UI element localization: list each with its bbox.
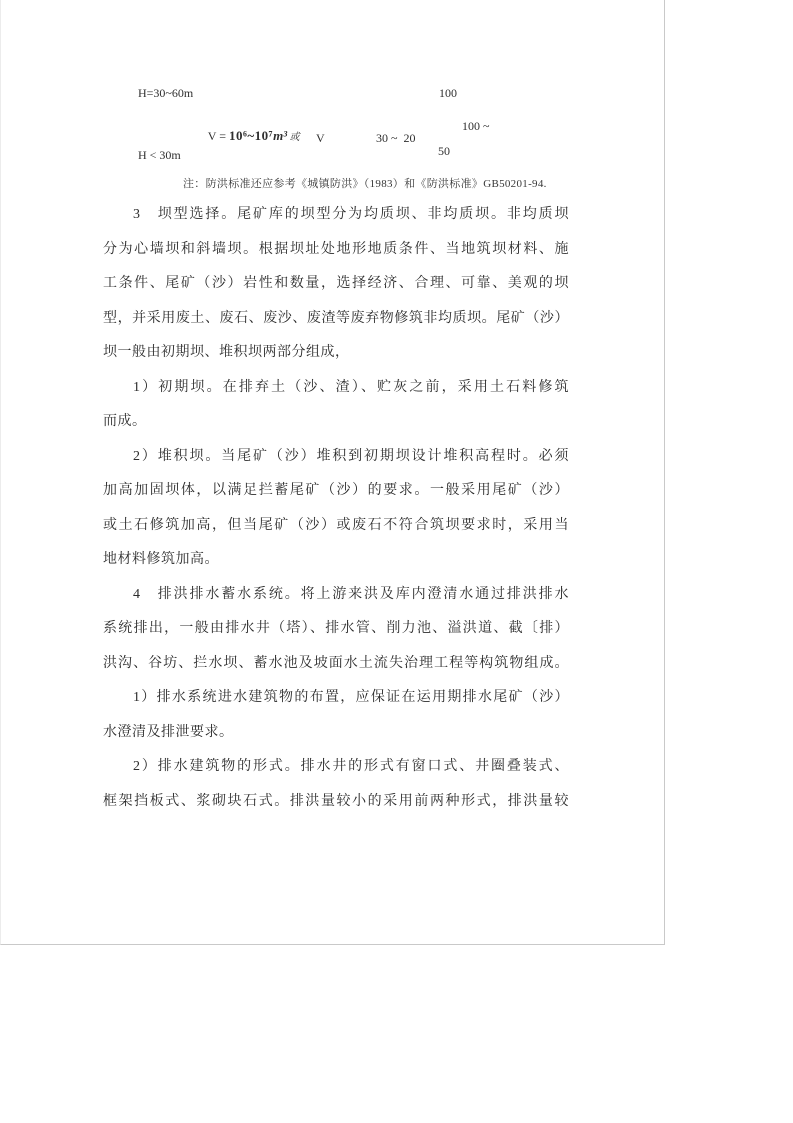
table-cell-dam-height-small: H < 30m (138, 148, 181, 162)
text-line: 1）初期坝。在排弃土（沙、渣）、贮灰之前，采用土石料修筑 (133, 379, 569, 395)
table-cell-range-30-20: 30 ~ 20 (376, 131, 416, 145)
document-body (103, 198, 569, 819)
text-line: 或土石修筑加高，但当尾矿（沙）或废石不符合筑坝要求时，采用当 (103, 517, 569, 533)
text-line: 系统排出，一般由排水井（塔）、排水管、削力池、溢洪道、截〔排） (103, 621, 569, 636)
table-cell-value-100: 100 (439, 86, 457, 100)
text-line: 加高加固坝体，以满足拦蓄尾矿（沙）的要求。一般采用尾矿（沙） (103, 483, 569, 498)
table-cell-value-50: 50 (438, 144, 450, 158)
text-line: 洪沟、谷坊、拦水坝、蓄水池及坡面水土流失治理工程等构筑物组成。 (103, 655, 569, 671)
text-line: 工条件、尾矿（沙）岩性和数量，选择经济、合理、可靠、美观的坝 (103, 276, 569, 291)
text-line: 水澄清及排泄要求。 (103, 724, 234, 740)
text-line: 1）排水系统进水建筑物的布置，应保证在运用期排水尾矿（沙） (133, 690, 569, 705)
table-cell-value-100-range: 100 ~ (462, 119, 490, 133)
text-line: 地材料修筑加高。 (103, 552, 219, 567)
text-line: 2）排水建筑物的形式。排水井的形式有窗口式、井圈叠装式、 (133, 759, 569, 774)
text-line: 4 排洪排水蓄水系统。将上游来洪及库内澄清水通过排洪排水 (133, 586, 569, 602)
table-cell-dam-height-large: H=30~60m (138, 86, 194, 100)
text-line: 分为心墙坝和斜墙坝。根据坝址处地形地质条件、当地筑坝材料、施 (103, 241, 569, 257)
text-line: 框架挡板式、浆砌块石式。排洪量较小的采用前两种形式，排洪量较 (103, 793, 569, 809)
text-line: 型，并采用废土、废石、废沙、废渣等废弃物修筑非均质坝。尾矿（沙） (103, 310, 569, 326)
table-cell-volume-formula (196, 113, 300, 159)
text-line: 2）堆积坝。当尾矿（沙）堆积到初期坝设计堆积高程时。必须 (133, 448, 569, 464)
table-footnote: 注：防洪标准还应参考《城镇防洪》（1983）和《防洪标准》GB50201-94. (183, 178, 547, 190)
formula-lead: V = (207, 129, 230, 143)
table-cell-v: V (316, 131, 325, 145)
text-line: 3 坝型选择。尾矿库的坝型分为均质坝、非均质坝。非均质坝 (133, 207, 569, 222)
formula-unit: m³ (273, 128, 288, 143)
formula-value: 10⁶~10⁷ (229, 128, 274, 143)
text-line: 坝一般由初期坝、堆积坝两部分组成， (103, 345, 350, 360)
formula-suffix: 或 (287, 132, 300, 143)
text-line: 而成。 (103, 414, 147, 429)
